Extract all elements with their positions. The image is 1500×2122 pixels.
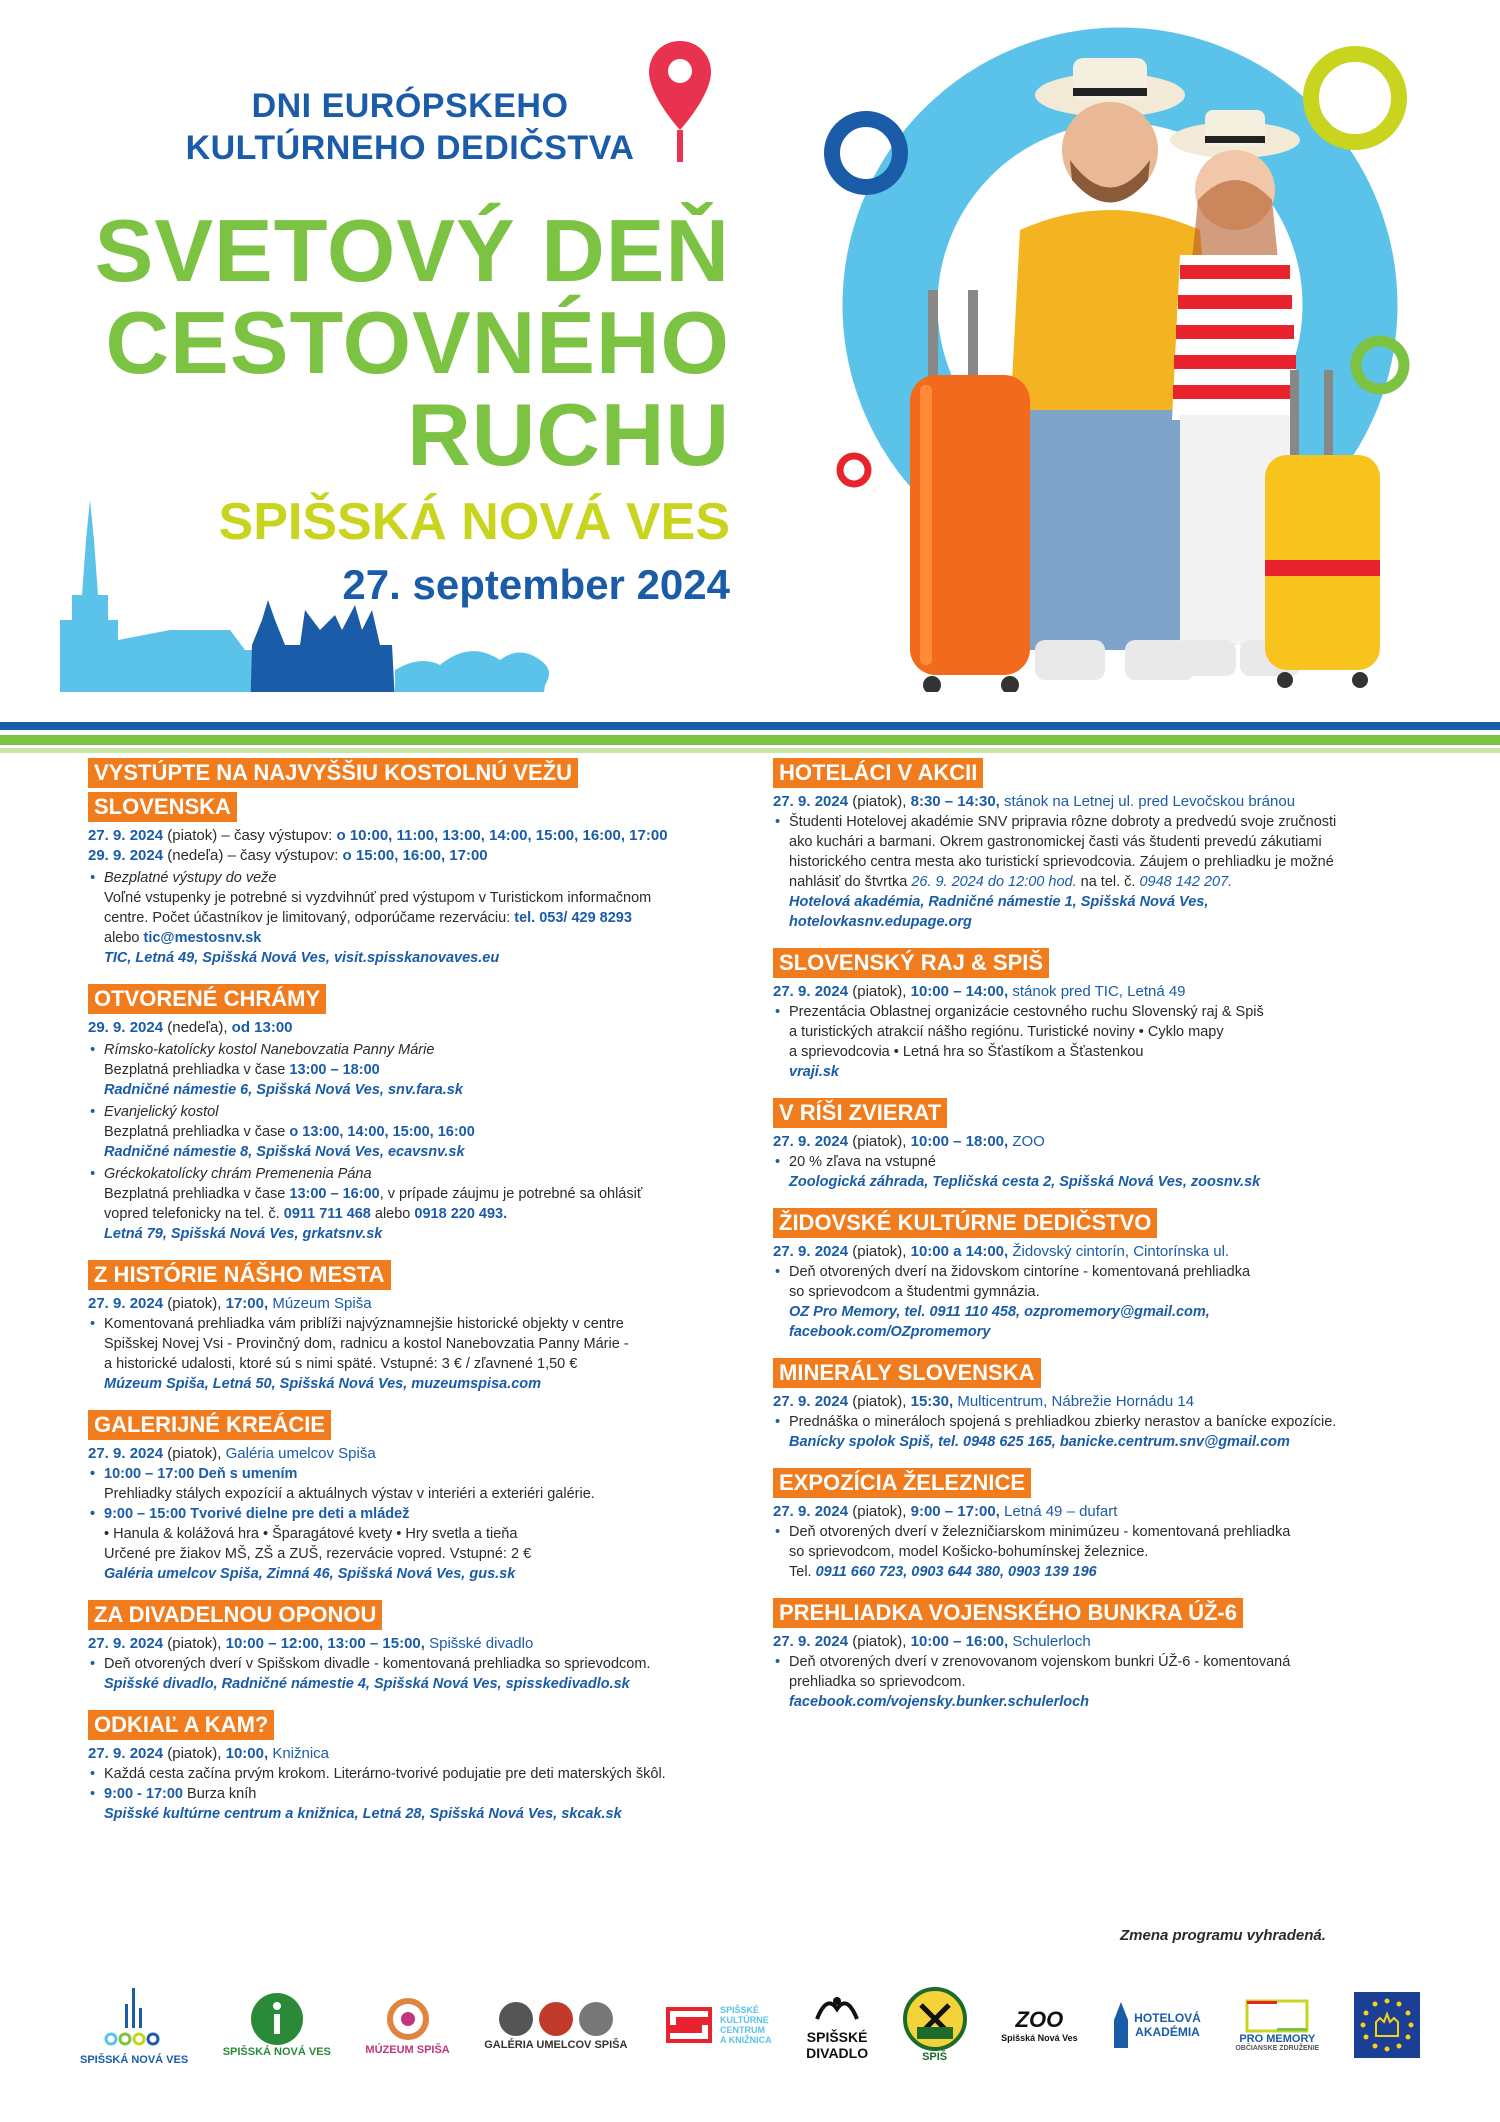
address: Spišské kultúrne centrum a knižnica, Letná 28, Spišská Nová Ves, skcak.sk: [104, 1806, 622, 1822]
logo-galeria: [484, 1999, 627, 2051]
logo-label: MÚZEUM SPIŠA: [365, 2044, 450, 2056]
section-jewish: [773, 1208, 1413, 1342]
section-title: HOTELÁCI V AKCII: [773, 758, 983, 788]
item-body: • Hanula & kolážová hra • Šparagátové kvety • Hry svetla a tieňa: [104, 1526, 518, 1542]
partner-logos: [80, 1970, 1420, 2080]
logo-pro-memory: [1235, 1999, 1319, 2052]
item-body: • Deň otvorených dverí v Spišskom divadle - komentovaná prehliadka so sprievodcom.: [88, 1654, 748, 1674]
date-line: 27. 9. 2024 (piatok), Galéria umelcov Spiša: [88, 1445, 376, 1462]
divider-bands: [0, 722, 1500, 753]
theatre-icon: [812, 1989, 862, 2029]
section-gallery: [88, 1410, 748, 1584]
logo-label: SPIŠSKÉ: [806, 2029, 868, 2045]
section-library: [88, 1710, 748, 1824]
logo-muzeum: [365, 1994, 449, 2056]
main-title: [60, 201, 730, 484]
program-left-column: [88, 758, 748, 1840]
item-body: historického centra mesta ako turistickí sprievodcovia. Záujem o prehliadku je možné: [789, 854, 1334, 870]
address: Radničné námestie 6, Spišská Nová Ves, snv.fara.sk: [104, 1082, 463, 1098]
item-body: nahlásiť do štvrtka 26. 9. 2024 do 12:00 hod. na tel. č. 0948 142 207.: [789, 874, 1233, 890]
section-zoo: [773, 1098, 1413, 1192]
address: Banícky spolok Spiš, tel. 0948 625 165, banicke.centrum.snv@gmail.com: [789, 1434, 1290, 1450]
item-body: • Deň otvorených dverí v železničiarskom minimúzeu - komentovaná prehliadka: [773, 1522, 1413, 1542]
item-body: alebo tic@mestosnv.sk: [104, 930, 262, 946]
item-body: vopred telefonicky na tel. č. 0911 711 468 alebo 0918 220 493.: [104, 1206, 508, 1222]
item-body: Tel. 0911 660 723, 0903 644 380, 0903 139 196: [789, 1564, 1097, 1580]
map-pin-icon: [646, 38, 714, 168]
item-body: Spišskej Novej Vsi - Provinčný dom, radnicu a kostol Nanebovzatia Panny Márie -: [104, 1336, 629, 1352]
date-line: 27. 9. 2024 (piatok), 10:00 – 18:00, ZOO: [773, 1133, 1045, 1150]
section-title: V RÍŠI ZVIERAT: [773, 1098, 947, 1128]
date-line: 29. 9. 2024 (nedeľa), od 13:00: [88, 1019, 293, 1036]
logo-label: SPIŠSKÁ NOVÁ VES: [80, 2054, 189, 2066]
logo-label: ZOO: [1015, 2007, 1064, 2032]
info-icon: [250, 1992, 304, 2046]
city-logo-icon: [99, 1984, 169, 2054]
section-history: [88, 1260, 748, 1394]
logo-label: GALÉRIA UMELCOV SPIŠA: [484, 2039, 628, 2051]
item-body: a turistických atrakcií nášho regiónu. Turistické noviny • Cyklo mapy: [789, 1024, 1224, 1040]
section-title-cont: SLOVENSKA: [88, 792, 237, 822]
section-title: VYSTÚPTE NA NAJVYŠŠIU KOSTOLNÚ VEŽU: [88, 758, 578, 788]
hotel-icon: [1112, 2000, 1130, 2050]
date-line: 27. 9. 2024 (piatok), 10:00 – 14:00, stánok pred TIC, Letná 49: [773, 983, 1186, 1000]
logo-zoo: [1001, 2007, 1078, 2043]
item-body: Bezplatná prehliadka v čase 13:00 – 16:00, v prípade záujmu je potrebné sa ohlásiť: [104, 1186, 643, 1202]
logo-sublabel: Spišská Nová Ves: [1001, 2033, 1078, 2043]
item-heading: • Evanjelický kostol: [88, 1102, 748, 1122]
website-link[interactable]: facebook.com/OZpromemory: [789, 1324, 991, 1340]
logo-eu: [1354, 1992, 1420, 2058]
item-body: • Každá cesta začína prvým krokom. Literárno-tvorivé podujatie pre deti materských škôl.: [88, 1764, 748, 1784]
main-title-line-1: SVETOVÝ DEŇ: [94, 201, 730, 300]
date-line: 27. 9. 2024 (piatok), 9:00 – 17:00, Letná 49 – dufart: [773, 1503, 1118, 1520]
section-minerals: [773, 1358, 1413, 1452]
item-body: so sprievodcom a študentmi gymnázia.: [789, 1284, 1040, 1300]
eu-flag-icon: [1354, 1992, 1420, 2058]
section-hotel: [773, 758, 1413, 932]
logo-sublabel: OBČIANSKE ZDRUŽENIE: [1235, 2044, 1320, 2052]
date-line: 29. 9. 2024 (nedeľa) – časy výstupov: o 15:00, 16:00, 17:00: [88, 847, 488, 864]
section-title: GALERIJNÉ KREÁCIE: [88, 1410, 331, 1440]
logo-banicky-spolok: [903, 1987, 967, 2063]
logo-label: PRO MEMORY: [1239, 2032, 1316, 2045]
date-line: 27. 9. 2024 (piatok), 10:00 a 14:00, Židovský cintorín, Cintorínska ul.: [773, 1243, 1230, 1260]
program-right-column: [773, 758, 1413, 1728]
section-theatre: [88, 1600, 748, 1694]
item-heading: • 9:00 – 15:00 Tvorivé dielne pre deti a mládež: [88, 1504, 748, 1524]
section-title: ŽIDOVSKÉ KULTÚRNE DEDIČSTVO: [773, 1208, 1157, 1238]
address: Letná 79, Spišská Nová Ves, grkatsnv.sk: [104, 1226, 383, 1242]
section-paradise: [773, 948, 1413, 1082]
date-line: 27. 9. 2024 (piatok), 17:00, Múzeum Spiša: [88, 1295, 372, 1312]
item-body: Bezplatná prehliadka v čase o 13:00, 14:00, 15:00, 16:00: [104, 1124, 475, 1140]
item-body: • Deň otvorených dverí na židovskom cintoríne - komentovaná prehliadka: [773, 1262, 1413, 1282]
item-body: Voľné vstupenky je potrebné si vyzdvihnúť pred výstupom v Turistickom informačnom: [104, 890, 652, 906]
city-skyline-silhouette: [0, 480, 1500, 720]
museum-icon: [383, 1994, 433, 2044]
city-name: SPIŠSKÁ NOVÁ VES: [218, 493, 730, 551]
main-title-line-3: RUCHU: [407, 385, 730, 484]
section-title: Z HISTÓRIE NÁŠHO MESTA: [88, 1260, 391, 1290]
website-link[interactable]: vraji.sk: [789, 1064, 839, 1080]
section-title: MINERÁLY SLOVENSKA: [773, 1358, 1041, 1388]
section-title: ZA DIVADELNOU OPONOU: [88, 1600, 382, 1630]
item-body: • Komentovaná prehliadka vám priblíži najvýznamnejšie historické objekty v centre: [88, 1314, 748, 1334]
item-body: Určené pre žiakov MŠ, ZŠ a ZUŠ, rezervácie vopred. Vstupné: 2 €: [104, 1546, 532, 1562]
item-body: a sprievodcovia • Letná hra so Šťastíkom a Šťastenkou: [789, 1044, 1144, 1060]
item-body: • 20 % zľava na vstupné: [773, 1152, 1413, 1172]
section-railway: [773, 1468, 1413, 1582]
mining-icon: [903, 1987, 967, 2051]
section-churches: [88, 984, 748, 1244]
item-body: prehliadka so sprievodcom.: [789, 1674, 966, 1690]
date-line: 27. 9. 2024 (piatok) – časy výstupov: o 10:00, 11:00, 13:00, 14:00, 15:00, 16:00, 17:00: [88, 827, 668, 844]
logo-label: SPIŠSKÁ NOVÁ VES: [222, 2046, 331, 2058]
date-line: 27. 9. 2024 (piatok), 10:00, Knižnica: [88, 1745, 330, 1762]
pre-title: [100, 85, 720, 169]
address: Zoologická záhrada, Tepličská cesta 2, Spišská Nová Ves, zoosnv.sk: [789, 1174, 1261, 1190]
date-line: 27. 9. 2024 (piatok), 10:00 – 12:00, 13:00 – 15:00, Spišské divadlo: [88, 1635, 534, 1652]
website-link[interactable]: hotelovkasnv.edupage.org: [789, 914, 972, 930]
logo-divadlo: [806, 1989, 868, 2061]
item-body: ako kuchári a barmani. Okrem gastronomickej časti vás študenti prevedú zákutiami: [789, 834, 1322, 850]
item-body: a historické udalosti, ktoré sú s nimi späté. Vstupné: 3 € / zľavnené 1,50 €: [104, 1356, 578, 1372]
item-body: Bezplatná prehliadka v čase 13:00 – 18:00: [104, 1062, 380, 1078]
section-title: PREHLIADKA VOJENSKÉHO BUNKRA ÚŽ-6: [773, 1598, 1243, 1628]
hero-banner: [0, 0, 1500, 740]
section-title: EXPOZÍCIA ŽELEZNICE: [773, 1468, 1031, 1498]
pre-title-line-1: DNI EURÓPSKEHO: [251, 87, 569, 125]
logo-skcak: SPIŠSKÉ KULTÚRNE CENTRUM A KNIŽNICA: [662, 2003, 772, 2047]
logo-hotelova-akademia: HOTELOVÁ AKADÉMIA: [1112, 2000, 1201, 2050]
logo-label: SPIŠ: [922, 2051, 948, 2063]
event-date: 27. september 2024: [342, 561, 730, 608]
pre-title-line-2: KULTÚRNEHO DEDIČSTVA: [185, 129, 635, 167]
address: TIC, Letná 49, Spišská Nová Ves, visit.spisskanovaves.eu: [104, 950, 500, 966]
item-body: • Deň otvorených dverí v zrenovovanom vojenskom bunkri ÚŽ-6 - komentovaná: [773, 1652, 1413, 1672]
item-body: Prehliadky stálych expozícií a aktuálnych výstav v interiéri a exteriéri galérie.: [104, 1486, 595, 1502]
section-title: SLOVENSKÝ RAJ & SPIŠ: [773, 948, 1049, 978]
date-line: 27. 9. 2024 (piatok), 10:00 – 16:00, Schulerloch: [773, 1633, 1091, 1650]
gallery-icon: [496, 1999, 616, 2039]
address: Radničné námestie 8, Spišská Nová Ves, ecavsnv.sk: [104, 1144, 465, 1160]
address: Hotelová akadémia, Radničné námestie 1, Spišská Nová Ves,: [789, 894, 1209, 910]
skcak-icon: [662, 2003, 716, 2047]
address: OZ Pro Memory, tel. 0911 110 458, ozpromemory@gmail.com,: [789, 1304, 1210, 1320]
item-heading: • Gréckokatolícky chrám Premenenia Pána: [88, 1164, 748, 1184]
main-title-line-2: CESTOVNÉHO: [105, 293, 730, 392]
program-change-note: Zmena programu vyhradená.: [1120, 1927, 1326, 1944]
item-heading: • Bezplatné výstupy do veže: [88, 868, 748, 888]
website-link[interactable]: facebook.com/vojensky.bunker.schulerloch: [789, 1694, 1090, 1710]
item-body: so sprievodcom, model Košicko-bohumínskej železnice.: [789, 1544, 1149, 1560]
item-body: centre. Počet účastníkov je limitovaný, odporúčame rezerváciu: tel. 053/ 429 8293: [104, 910, 632, 926]
item-body: • Prezentácia Oblastnej organizácie cestovného ruchu Slovenský raj & Spiš: [773, 1002, 1413, 1022]
item-heading: • Rímsko-katolícky kostol Nanebovzatia Panny Márie: [88, 1040, 748, 1060]
logo-label: DIVADLO: [806, 2045, 869, 2061]
item-body: • Študenti Hotelovej akadémie SNV pripravia rôzne dobroty a predvedú svoje zručnosti: [773, 812, 1413, 832]
address: Spišské divadlo, Radničné námestie 4, Spišská Nová Ves, spisskedivadlo.sk: [104, 1676, 630, 1692]
section-title: ODKIAĽ A KAM?: [88, 1710, 274, 1740]
email-link[interactable]: tic@mestosnv.sk: [143, 930, 262, 946]
section-tower: [88, 758, 748, 968]
item-heading: • 10:00 – 17:00 Deň s umením: [88, 1464, 748, 1484]
date-line: 27. 9. 2024 (piatok), 15:30, Multicentrum, Nábrežie Hornádu 14: [773, 1393, 1195, 1410]
section-title: OTVORENÉ CHRÁMY: [88, 984, 326, 1014]
date-line: 27. 9. 2024 (piatok), 8:30 – 14:30, stánok na Letnej ul. pred Levočskou bránou: [773, 793, 1296, 810]
item-body: • Prednáška o mineráloch spojená s prehliadkou zbierky nerastov a banícke expozície.: [773, 1412, 1413, 1432]
section-bunker: [773, 1598, 1413, 1712]
address: Galéria umelcov Spiša, Zimná 46, Spišská Nová Ves, gus.sk: [104, 1566, 516, 1582]
pro-memory-icon: [1245, 1999, 1309, 2033]
logo-tic: [223, 1992, 331, 2058]
address: Múzeum Spiša, Letná 50, Spišská Nová Ves, muzeumspisa.com: [104, 1376, 542, 1392]
logo-spisska-nova-ves: [80, 1984, 188, 2066]
item-body: • 9:00 - 17:00 Burza kníh: [88, 1784, 748, 1804]
